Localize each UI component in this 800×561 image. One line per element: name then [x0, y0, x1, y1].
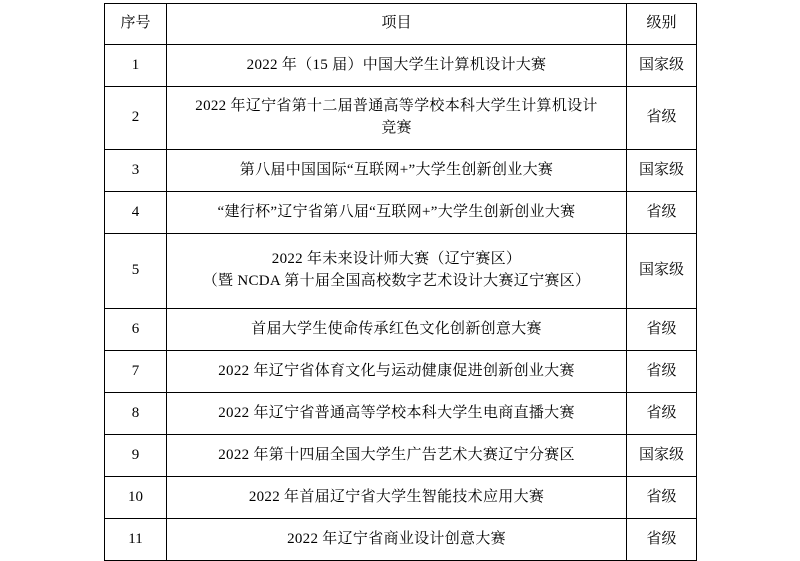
cell-level: 省级	[627, 519, 697, 561]
cell-item-line: 2022 年（15 届）中国大学生计算机设计大赛	[246, 56, 547, 73]
cell-item	[167, 150, 627, 192]
cell-item-line: 2022 年辽宁省商业设计创意大赛	[287, 530, 506, 547]
competition-table-wrapper	[104, 3, 696, 561]
table-row	[105, 45, 697, 87]
cell-item-line: 2022 年未来设计师大赛（辽宁赛区）	[271, 251, 522, 268]
cell-level: 国家级	[627, 150, 697, 192]
cell-num: 8	[105, 393, 167, 435]
cell-item-lines	[170, 445, 623, 467]
cell-item-lines	[170, 249, 623, 293]
table-row	[105, 192, 697, 234]
cell-item-line: 2022 年第十四届全国大学生广告艺术大赛辽宁分赛区	[218, 446, 575, 463]
cell-item-line: （暨 NCDA 第十届全国高校数字艺术设计大赛辽宁赛区）	[202, 273, 591, 289]
table-row	[105, 351, 697, 393]
cell-item-lines	[170, 529, 623, 551]
cell-level: 省级	[627, 477, 697, 519]
cell-num: 5	[105, 234, 167, 309]
cell-level: 国家级	[627, 234, 697, 309]
cell-item	[167, 519, 627, 561]
table-row	[105, 477, 697, 519]
cell-item-line: “建行杯”辽宁省第八届“互联网+”大学生创新创业大赛	[217, 203, 576, 220]
cell-level: 省级	[627, 351, 697, 393]
cell-level: 省级	[627, 393, 697, 435]
cell-item-line: 2022 年辽宁省体育文化与运动健康促进创新创业大赛	[218, 362, 575, 379]
cell-level: 省级	[627, 87, 697, 150]
table-row	[105, 393, 697, 435]
cell-item-lines	[170, 487, 623, 509]
cell-level: 国家级	[627, 45, 697, 87]
cell-item	[167, 45, 627, 87]
cell-item-line: 第八届中国国际“互联网+”大学生创新创业大赛	[239, 161, 554, 178]
cell-num: 2	[105, 87, 167, 150]
cell-item-lines	[170, 96, 623, 140]
cell-num: 6	[105, 309, 167, 351]
cell-num: 1	[105, 45, 167, 87]
cell-item-line: 2022 年辽宁省普通高等学校本科大学生电商直播大赛	[218, 404, 575, 421]
cell-item-lines	[170, 319, 623, 341]
table-row	[105, 150, 697, 192]
cell-num: 9	[105, 435, 167, 477]
table-header-row	[105, 4, 697, 45]
cell-num: 7	[105, 351, 167, 393]
cell-item	[167, 192, 627, 234]
cell-num: 3	[105, 150, 167, 192]
column-header-num: 序号	[105, 4, 167, 45]
cell-item	[167, 234, 627, 309]
table-row	[105, 234, 697, 309]
cell-item	[167, 477, 627, 519]
cell-item	[167, 393, 627, 435]
cell-item-lines	[170, 55, 623, 77]
cell-item-lines	[170, 202, 623, 224]
cell-item-line: 2022 年辽宁省第十二届普通高等学校本科大学生计算机设计	[195, 98, 598, 115]
cell-item	[167, 351, 627, 393]
table-row	[105, 87, 697, 150]
cell-item-line: 2022 年首届辽宁省大学生智能技术应用大赛	[248, 488, 545, 505]
table-row	[105, 435, 697, 477]
table-row	[105, 309, 697, 351]
cell-item	[167, 435, 627, 477]
cell-num: 4	[105, 192, 167, 234]
cell-item-lines	[170, 361, 623, 383]
cell-level: 省级	[627, 192, 697, 234]
cell-num: 10	[105, 477, 167, 519]
competition-table	[104, 3, 697, 561]
cell-item-line: 首届大学生使命传承红色文化创新创意大赛	[251, 320, 542, 337]
cell-item-lines	[170, 160, 623, 182]
cell-level: 省级	[627, 309, 697, 351]
cell-level: 国家级	[627, 435, 697, 477]
column-header-level: 级别	[627, 4, 697, 45]
cell-item	[167, 87, 627, 150]
column-header-item: 项目	[167, 4, 627, 45]
cell-item	[167, 309, 627, 351]
cell-item-line: 竞赛	[381, 120, 412, 136]
cell-item-lines	[170, 403, 623, 425]
cell-num: 11	[105, 519, 167, 561]
table-row	[105, 519, 697, 561]
